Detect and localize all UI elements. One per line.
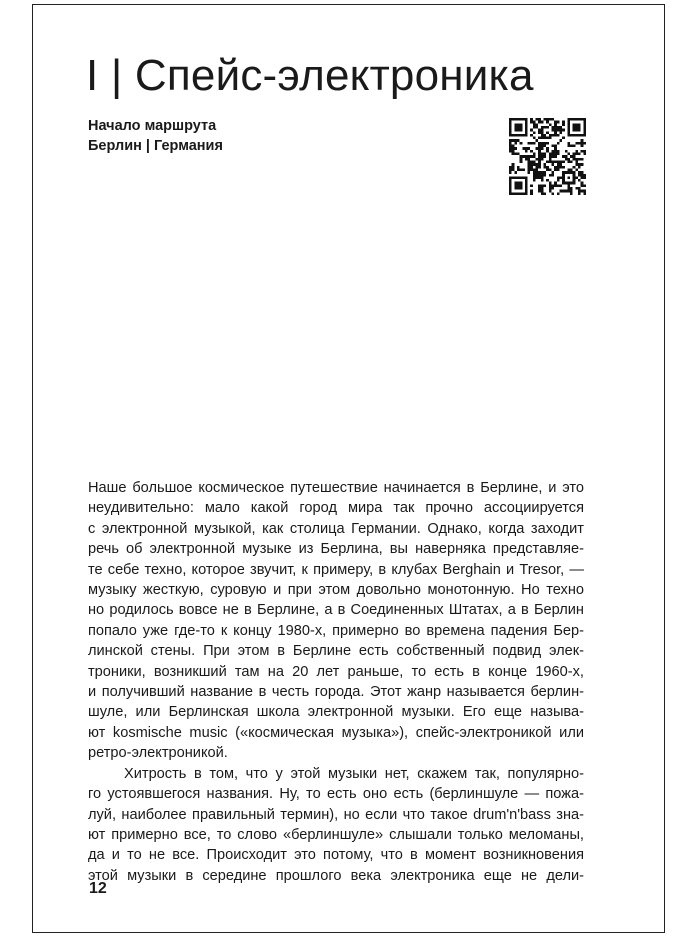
body-line: троники, возникший там на 20 лет раньше, то есть в конце 1960-х, xyxy=(88,663,584,680)
body-line: ретро-электроникой. xyxy=(88,745,228,762)
body-line: го устоявшегося названия. Ну, то есть оно есть (берлиншуле — пожа- xyxy=(88,786,584,803)
body-line: попало уже где-то к концу 1980-х, примерно во времена падения Бер- xyxy=(88,622,584,639)
body-line: да и то не все. Происходит это потому, что в момент возникновения xyxy=(88,847,584,864)
body-line: Хитрость в том, что у этой музыки нет, скажем так, популярно- xyxy=(124,765,584,782)
body-line: Наше большое космическое путешествие начинается в Берлине, и это xyxy=(88,480,584,496)
body-line: музыку жесткую, суровую и при этом довольно монотонную. Но техно xyxy=(88,582,584,599)
chapter-title: I | Спейс-электроника xyxy=(86,51,534,100)
route-label: Начало маршрута xyxy=(88,118,217,134)
body-line: ют kosmische music («космическая музыка»), спейс-электроникой или xyxy=(88,724,584,741)
body-line: и получивший название в честь города. Этот жанр называется берлин- xyxy=(88,684,584,701)
page-number: 12 xyxy=(89,880,107,897)
route-location: Берлин | Германия xyxy=(88,138,223,154)
body-line: шуле, или Берлинская школа электронной музыки. Его еще называ- xyxy=(88,704,584,721)
body-line: ют примерно все, то слово «берлиншуле» слышали только меломаны, xyxy=(88,826,584,843)
body-text xyxy=(88,478,584,886)
body-line: но родилось вовсе не в Берлине, а в Соединенных Штатах, а в Берлин xyxy=(88,602,584,619)
qr-code-icon[interactable] xyxy=(509,118,586,195)
body-line: линской стены. При этом в Берлине есть собственный подвид элек- xyxy=(88,643,584,660)
body-line: этой музыки в середине прошлого века электроника еще не дели- xyxy=(88,867,584,884)
route-info xyxy=(88,116,223,156)
body-line: луй, наиболее правильный термин), но если что такое drum'n'bass зна- xyxy=(88,806,584,823)
body-line: те себе техно, которое звучит, к примеру, в клубах Berghain и Tresor, — xyxy=(88,561,584,578)
body-line: с электронной музыкой, как столица Германии. Однако, когда заходит xyxy=(88,520,584,537)
body-line: речь об электронной музыке из Берлина, вы наверняка представляе- xyxy=(88,541,584,558)
body-line: неудивительно: мало какой город мира так прочно ассоциируется xyxy=(88,500,584,517)
